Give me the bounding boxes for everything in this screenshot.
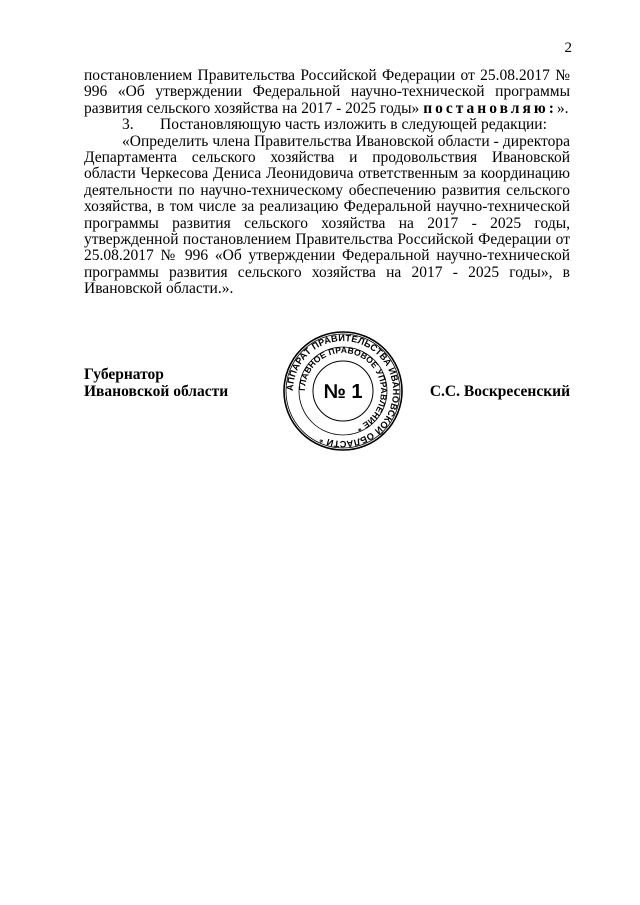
item-text: Постановляющую часть изложить в следующей редакции: — [160, 116, 547, 134]
intro-end: ». — [556, 99, 569, 117]
page-number: 2 — [564, 40, 572, 56]
intro-paragraph — [84, 68, 570, 117]
signatory-name: С.С. Воскресенский — [429, 383, 570, 400]
quote-paragraph: «Определить члена Правительства Ивановской области - директора Департамента сельского хозяйства и продовольствия Ивановской области Черкесова Дениса Леонидовича ответственным за координацию деятельности по научно-техническому обеспечению развития сельского хозяйства, в том числе за реализацию Федеральной научно-технической программы развития сельского хозяйства на 2017 - 2025 годы, утвержденной постановлением Правительства Российской Федерации от 25.08.2017 № 996 «Об утверждении Федеральной научно-технической программы развития сельского хозяйства на 2017 - 2025 годы», в Ивановской области.». — [84, 132, 570, 298]
intro-text: постановлением Правительства Российской Федерации от 25.08.2017 № 996 «Об утверждении Федеральной научно-технической программы развития сельского хозяйства на 2017 - 2025 годы» — [84, 67, 570, 117]
item-paragraph — [84, 117, 570, 133]
seal-inner-text: ГЛАВНОЕ ПРАВОВОЕ УПРАВЛЕНИЕ * — [296, 344, 390, 434]
resolve-word: постановляю: — [423, 99, 557, 117]
signatory-title — [84, 366, 228, 400]
item-number: 3. — [122, 116, 134, 134]
seal-number: № 1 — [323, 381, 363, 403]
signatory-title-line1: Губернатор — [84, 366, 164, 383]
document-body — [84, 68, 570, 298]
official-seal — [282, 330, 404, 452]
signatory-title-line2: Ивановской области — [84, 383, 229, 400]
seal-outer-text: АППАРАТ ПРАВИТЕЛЬСТВА ИВАНОВСКОЙ ОБЛАСТИ * — [284, 332, 402, 450]
